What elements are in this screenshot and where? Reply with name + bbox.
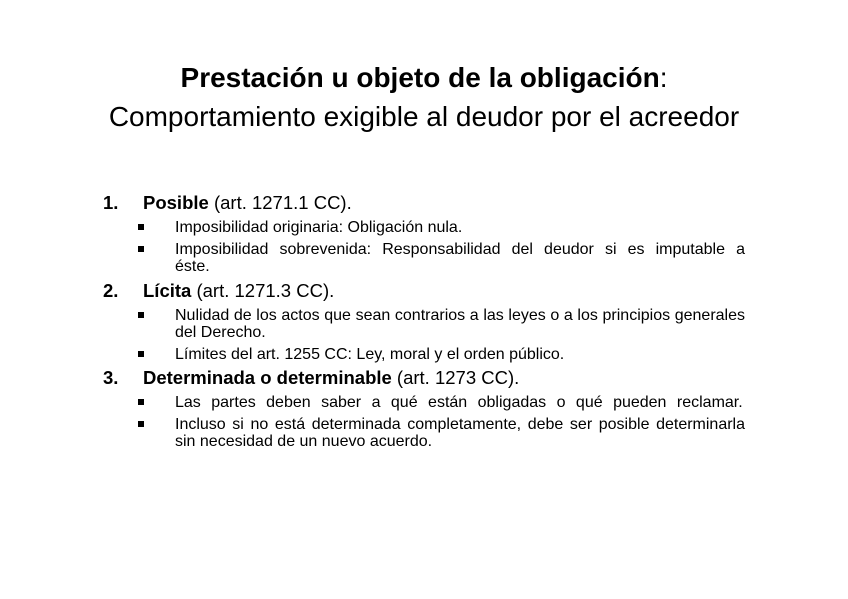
sublist-item: Nulidad de los actos que sean contrarios a las leyes o a los principios generales del Derecho. (100, 307, 745, 342)
item-term: Determinada o determinable (143, 367, 392, 388)
square-bullet-icon (138, 351, 144, 357)
sublist-item: Imposibilidad originaria: Obligación nula. (100, 219, 745, 237)
square-bullet-icon (138, 421, 144, 427)
sublist-licita (100, 307, 745, 364)
item-reference: (art. 1271.1 CC). (208, 192, 352, 213)
square-bullet-icon (138, 246, 144, 252)
sublist-item: Las partes deben saber a qué están obligadas o qué pueden reclamar. (100, 394, 745, 412)
sublist-item: Límites del art. 1255 CC: Ley, moral y el orden público. (100, 346, 745, 364)
list-item-licita (100, 278, 745, 303)
list-item-determinada (100, 365, 745, 390)
title-subtitle: Comportamiento exigible al deudor por el acreedor (108, 101, 740, 132)
item-number: 2. (103, 279, 119, 301)
square-bullet-icon (138, 312, 144, 318)
list-item-posible (100, 190, 745, 215)
title-colon: : (659, 62, 668, 93)
title-bold: Prestación u objeto de la obligación (180, 62, 660, 93)
sublist-item: Incluso si no está determinada completamente, debe ser posible determinarla sin necesidad de un nuevo acuerdo. (100, 416, 745, 451)
sublist-determinada (100, 394, 745, 451)
item-reference: (art. 1271.3 CC). (191, 279, 335, 301)
square-bullet-icon (138, 224, 144, 230)
sublist-posible (100, 219, 745, 276)
item-reference: (art. 1273 CC). (391, 367, 520, 388)
square-bullet-icon (138, 399, 144, 405)
sublist-item: Imposibilidad sobrevenida: Responsabilidad del deudor si es imputable a éste. (100, 241, 745, 276)
slide-content (100, 190, 745, 453)
item-number: 3. (103, 367, 119, 388)
item-term: Lícita (143, 279, 192, 301)
slide-title (60, 58, 788, 136)
item-term: Posible (143, 192, 209, 213)
item-number: 1. (103, 192, 119, 213)
